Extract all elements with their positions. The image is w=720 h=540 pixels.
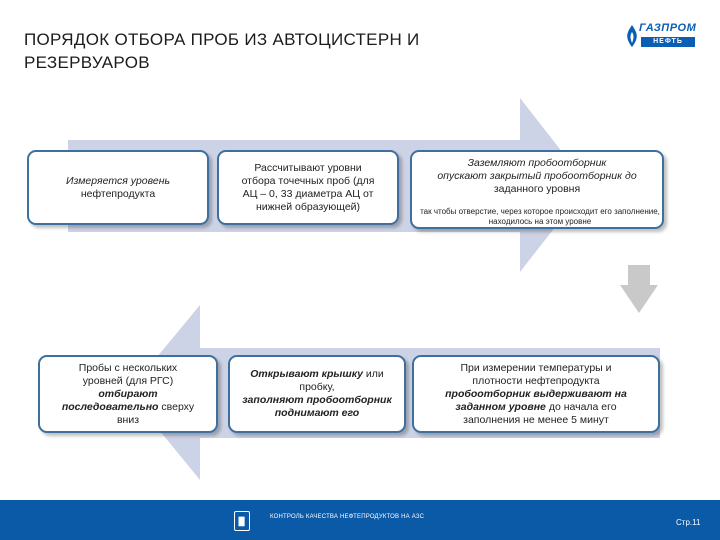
- step-text-line: отбирают: [98, 387, 158, 400]
- step-open-cover: [228, 355, 406, 433]
- step-text-line: Рассчитывают уровни: [254, 161, 362, 174]
- fuel-pump-icon: [234, 511, 250, 531]
- step-text-line: заданного уровня: [493, 183, 581, 195]
- page-number: Стр.11: [676, 518, 701, 527]
- logo-bottom-text: НЕФТЬ: [641, 37, 695, 47]
- footer-bar: [0, 500, 720, 540]
- step-text-bold: Открывают крышку: [250, 368, 363, 380]
- logo-top-text: ГАЗПРОМ: [639, 22, 697, 34]
- step-text-line: Заземляют пробоотборник: [467, 157, 607, 169]
- step-text-line: опускают закрытый пробоотборник до: [437, 170, 637, 182]
- step-text-line: АЦ – 0, 33 диаметра АЦ от: [242, 187, 374, 200]
- footer-text: КОНТРОЛЬ КАЧЕСТВА НЕФТЕПРОДУКТОВ НА АЗС: [270, 514, 425, 520]
- step-note: так чтобы отверстие, через которое происходит его заполнение, находилось на этом уровне: [420, 207, 660, 226]
- step-text-normal: сверху: [158, 400, 195, 413]
- step-text-line: уровней (для РГС): [82, 374, 174, 387]
- step-text-line: Измеряется уровень: [65, 174, 171, 187]
- step-text-line: поднимают его: [274, 407, 360, 419]
- step-text-line: нижней образующей): [255, 200, 361, 213]
- step-calculate-levels: [217, 150, 399, 225]
- step-text-line: [46, 401, 210, 414]
- down-arrow: [620, 265, 658, 313]
- step-text-normal: или: [363, 368, 384, 380]
- step-text-line: Пробы с нескольких: [78, 361, 178, 374]
- step-text-normal: до начала его: [545, 400, 617, 413]
- step-text-line: пробоотборник выдерживают на: [445, 387, 627, 400]
- step-text-line: [420, 401, 652, 414]
- step-text-line: При измерении температуры и: [460, 361, 612, 374]
- step-measure-level: [27, 150, 209, 225]
- step-text-line: пробку,: [299, 381, 335, 393]
- step-text-line: заполняют пробоотборник: [242, 394, 392, 406]
- step-text-bold: последовательно: [61, 400, 159, 413]
- step-text-line: нефтепродукта: [80, 187, 156, 200]
- step-text-bold: заданном уровне: [455, 400, 546, 413]
- step-text-line: плотности нефтепродукта: [472, 374, 600, 387]
- step-text-line: заполнения не менее 5 минут: [463, 413, 609, 426]
- page-title: ПОРЯДОК ОТБОРА ПРОБ ИЗ АВТОЦИСТЕРН И РЕЗЕРВУАРОВ: [24, 30, 420, 72]
- step-multi-level-samples: [38, 355, 218, 433]
- step-text-line: отбора точечных проб (для: [241, 174, 375, 187]
- step-text-line: вниз: [116, 413, 140, 426]
- step-temperature-hold: [412, 355, 660, 433]
- step-text-line: [236, 368, 398, 381]
